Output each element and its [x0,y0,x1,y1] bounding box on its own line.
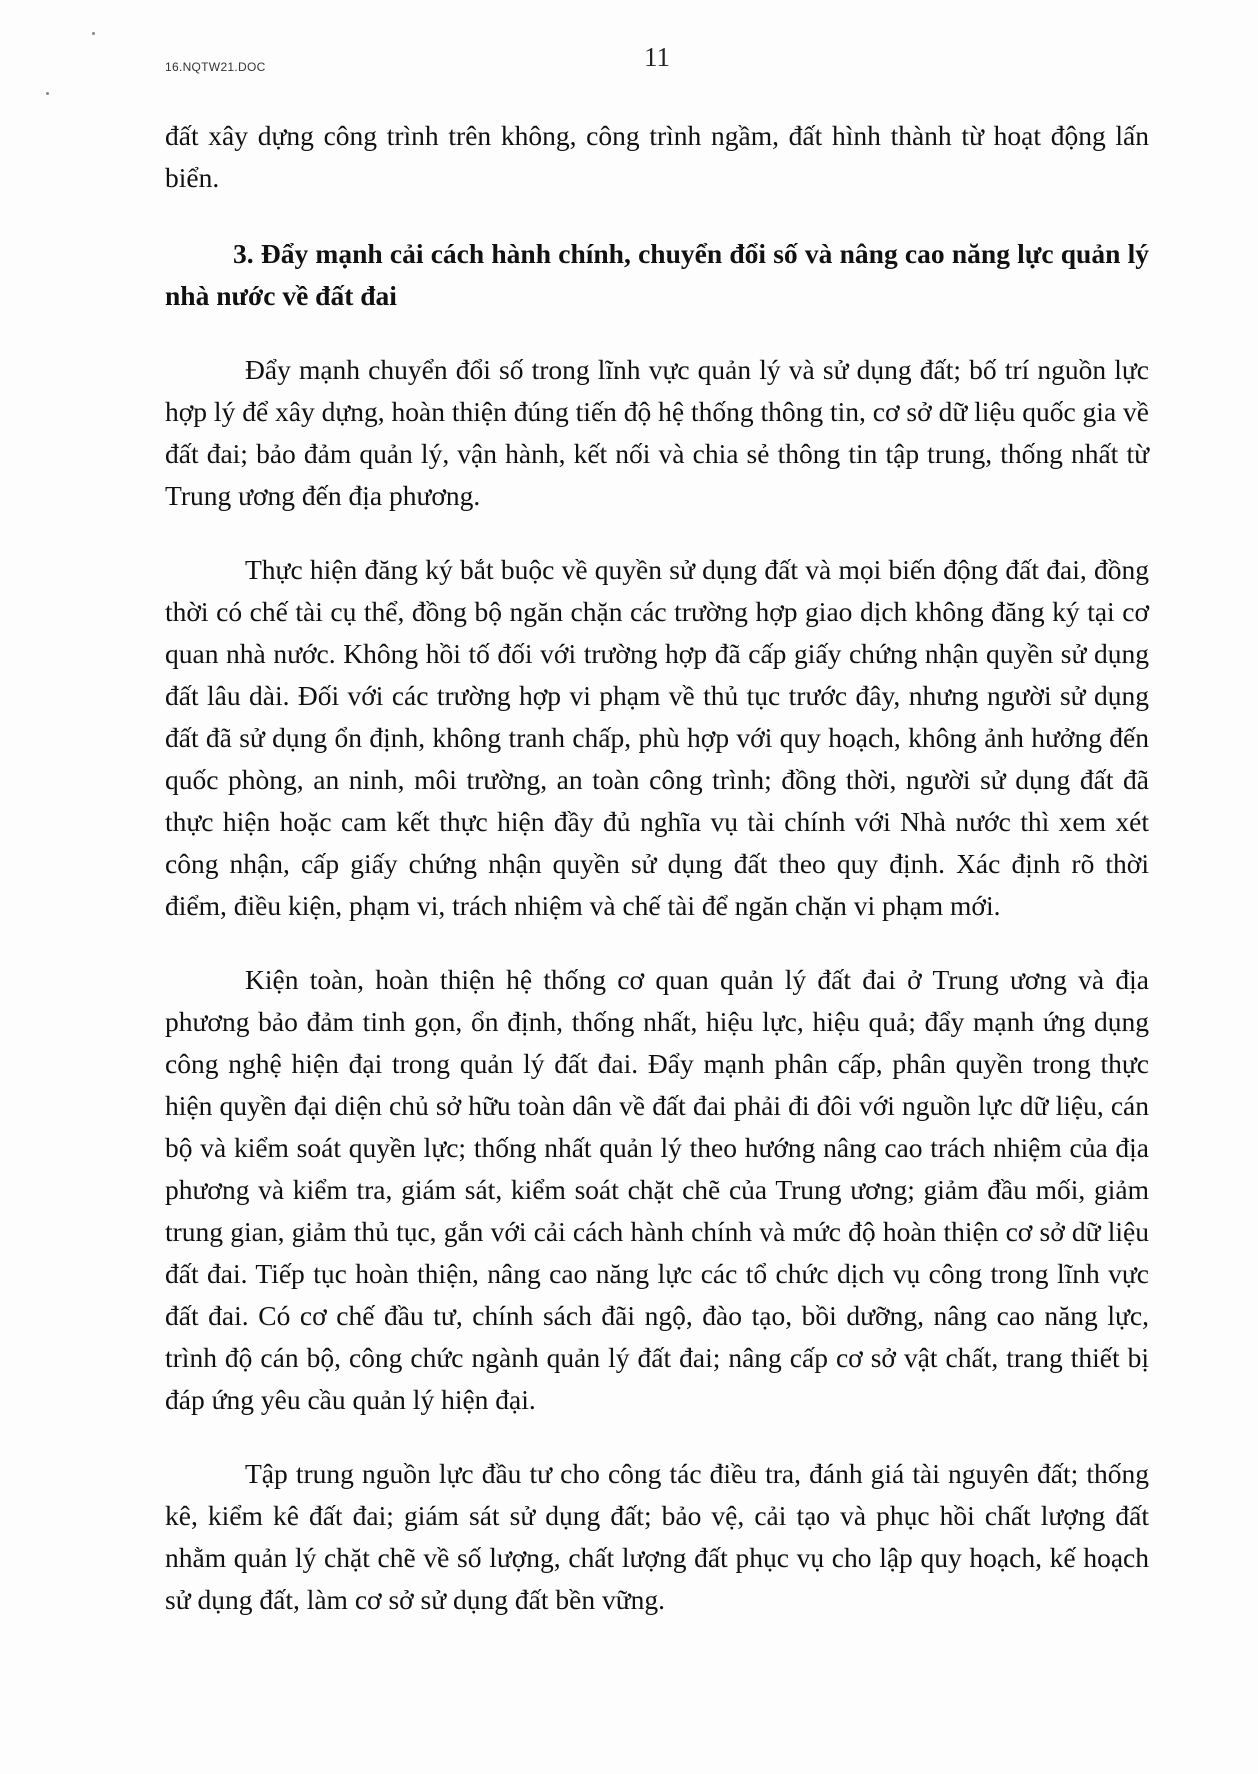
continuation-paragraph: đất xây dựng công trình trên không, công trình ngầm, đất hình thành từ hoạt động lấn biển. [165,120,1149,193]
document-code: 16.NQTW21.DOC [165,60,266,74]
body-paragraph: Kiện toàn, hoàn thiện hệ thống cơ quan quản lý đất đai ở Trung ương và địa phương bảo đảm tinh gọn, ổn định, thống nhất, hiệu lực, hiệu quả; đẩy mạnh ứng dụng công nghệ hiện đại trong quản lý đất đai. Đẩy mạnh phân cấp, phân quyền trong thực hiện quyền đại diện chủ sở hữu toàn dân về đất đai phải đi đôi với nguồn lực dữ liệu, cán bộ và kiểm soát quyền lực; thống nhất quản lý theo hướng nâng cao trách nhiệm của địa phương và kiểm tra, giám sát, kiểm soát chặt chẽ của Trung ương; giảm đầu mối, giảm trung gian, giảm thủ tục, gắn với cải cách hành chính và mức độ hoàn thiện cơ sở dữ liệu đất đai. Tiếp tục hoàn thiện, nâng cao năng lực các tổ chức dịch vụ công trong lĩnh vực đất đai. Có cơ chế đầu tư, chính sách đãi ngộ, đào tạo, bồi dưỡng, nâng cao năng lực, trình độ cán bộ, công chức ngành quản lý đất đai; nâng cấp cơ sở vật chất, trang thiết bị đáp ứng yêu cầu quản lý hiện đại. [165,964,1149,1415]
section-heading: 3. Đẩy mạnh cải cách hành chính, chuyển đổi số và nâng cao năng lực quản lý nhà nước về đất đai [165,238,1149,311]
scan-speck [46,92,49,95]
document-body [165,115,1149,1621]
body-paragraph: Đẩy mạnh chuyển đổi số trong lĩnh vực quản lý và sử dụng đất; bố trí nguồn lực hợp lý để xây dựng, hoàn thiện đúng tiến độ hệ thống thông tin, cơ sở dữ liệu quốc gia về đất đai; bảo đảm quản lý, vận hành, kết nối và chia sẻ thông tin tập trung, thống nhất từ Trung ương đến địa phương. [165,354,1149,511]
body-paragraph: Thực hiện đăng ký bắt buộc về quyền sử dụng đất và mọi biến động đất đai, đồng thời có chế tài cụ thể, đồng bộ ngăn chặn các trường hợp giao dịch không đăng ký tại cơ quan nhà nước. Không hồi tố đối với trường hợp đã cấp giấy chứng nhận quyền sử dụng đất lâu dài. Đối với các trường hợp vi phạm về thủ tục trước đây, nhưng người sử dụng đất đã sử dụng ổn định, không tranh chấp, phù hợp với quy hoạch, không ảnh hưởng đến quốc phòng, an ninh, môi trường, an toàn công trình; đồng thời, người sử dụng đất đã thực hiện hoặc cam kết thực hiện đầy đủ nghĩa vụ tài chính với Nhà nước thì xem xét công nhận, cấp giấy chứng nhận quyền sử dụng đất theo quy định. Xác định rõ thời điểm, điều kiện, phạm vi, trách nhiệm và chế tài để ngăn chặn vi phạm mới. [165,554,1149,921]
scan-speck [92,32,95,35]
page-number: 11 [644,42,670,72]
body-paragraph: Tập trung nguồn lực đầu tư cho công tác điều tra, đánh giá tài nguyên đất; thống kê, kiểm kê đất đai; giám sát sử dụng đất; bảo vệ, cải tạo và phục hồi chất lượng đất nhằm quản lý chặt chẽ về số lượng, chất lượng đất phục vụ cho lập quy hoạch, kế hoạch sử dụng đất, làm cơ sở sử dụng đất bền vững. [165,1458,1149,1615]
